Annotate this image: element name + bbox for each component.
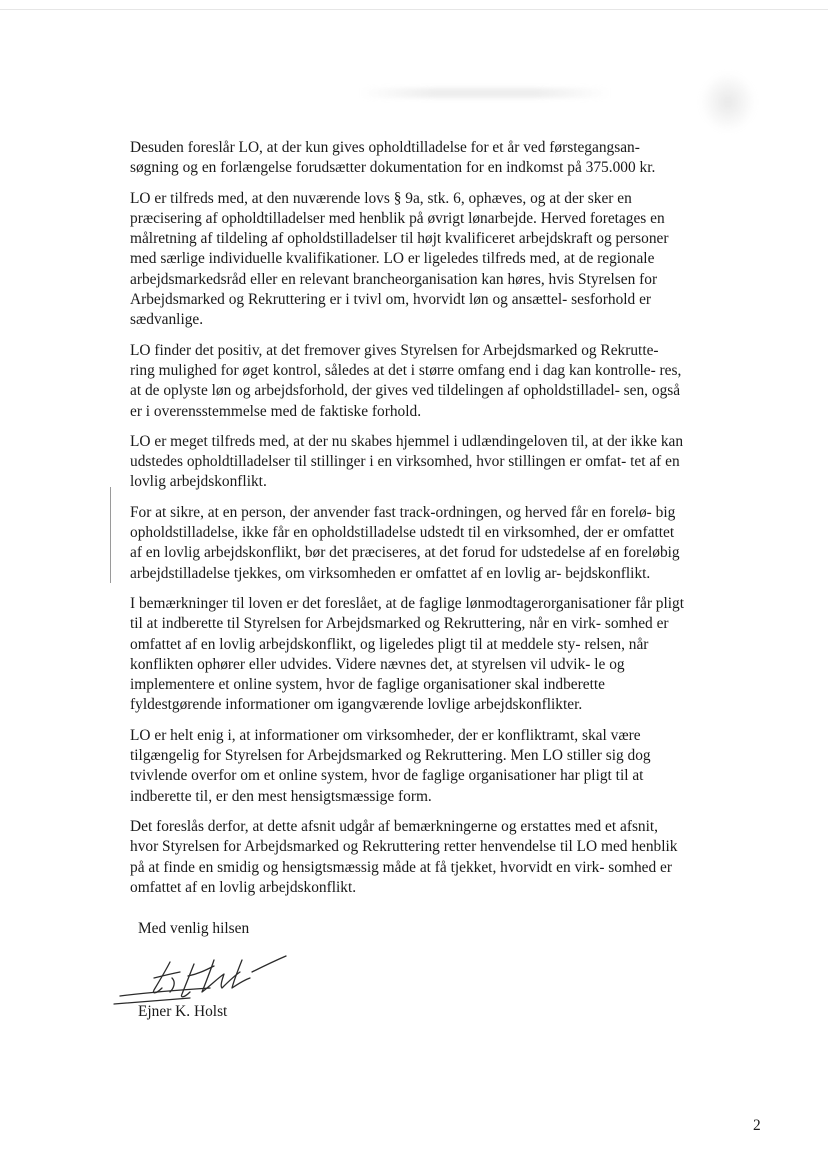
paragraph-3: LO finder det positiv, at det fremover gives Styrelsen for Arbejdsmarked og Rekrutte- ring mulighed for øget kontrol, således at det i større omfang end i dag kan kontrolle- res, at de oplyste løn og arbejdsforhold, der gives ved tildelingen af opholdstilladel- sen, også er i overensstemmelse med de faktiske forhold. <box>130 341 682 420</box>
handwritten-signature <box>110 948 320 1008</box>
page-number: 2 <box>753 1117 761 1134</box>
paragraph-4: LO er meget tilfreds med, at der nu skabes hjemmel i udlændingeloven til, at der ikke kan udstedes opholdtilladelser til stillinger i en virksomhed, hvor stillingen er omfat- tet af en lovlig arbejdskonflikt. <box>130 432 684 491</box>
paragraph-2: LO er tilfreds med, at den nuværende lovs § 9a, stk. 6, ophæves, og at der sker en præcisering af opholdtilladelser med henblik på øvrigt lønarbejde. Herved foretages en målretning af tildeling af opholdstilladelser til højt kvalificeret arbejdskraft og personer med særlige individuelle kvalifikationer. LO er ligeledes tilfreds med, at de regionale arbejdsmarkedsråd eller en relevant brancheorganisation kan høres, hvis Styrelsen for Arbejdsmarked og Rekruttering er i tvivl om, hvorvidt løn og ansættel- sesforhold er sædvanlige. <box>130 189 669 329</box>
paragraph-6: I bemærkninger til loven er det foreslået, at de faglige lønmodtagerorganisationer får pligt til at indberette til Styrelsen for Arbejdsmarked og Rekruttering, når en virk- somhed er omfattet af en lovlig arbejdskonflikt, og ligeledes pligt til at meddele sty- relsen, når konflikten ophører eller udvides. Videre nævnes det, at styrelsen vil udvik- le og implementere et online system, hvor de faglige organisationer skal indberette fyldestgørende informationer om igangværende lovlige arbejdskonflikter. <box>130 594 685 714</box>
signer-name: Ejner K. Holst <box>138 1003 228 1020</box>
closing-salutation: Med venlig hilsen <box>138 920 250 937</box>
letter-body <box>130 138 686 908</box>
paragraph-8: Det foreslås derfor, at dette afsnit udgår af bemærkningerne og erstattes med et afsnit, hvor Styrelsen for Arbejdsmarked og Rekruttering retter henvendelse til LO med henblik på at finde en smidig og hensigtsmæssig måde at få tjekket, hvorvidt en virk- somhed er omfattet af en lovlig arbejdskonflikt. <box>130 817 678 896</box>
paragraph-5: For at sikre, at en person, der anvender fast track-ordningen, og herved får en forelø- big opholdstilladelse, ikke får en opholdstilladelse udstedt til en virksomhed, der er omfattet af en lovlig arbejdskonflikt, bør det præciseres, at det forud for udstedelse af en foreløbig arbejdstilladelse tjekkes, om virksomheden er omfattet af en lovlig ar- bejdskonflikt. <box>130 503 680 582</box>
paragraph-7: LO er helt enig i, at informationer om virksomheder, der er konfliktramt, skal være tilgængelig for Styrelsen for Arbejdsmarked og Rekruttering. Men LO stiller sig dog tvivlende overfor om et online system, hvor de faglige organisationer har pligt til at indberette til, er den mest hensigtsmæssige form. <box>130 726 651 805</box>
scan-top-edge <box>0 0 828 10</box>
faded-logo-bleed <box>700 72 756 132</box>
margin-pen-mark <box>110 487 111 583</box>
paragraph-1: Desuden foreslår LO, at der kun gives opholdtilladelse for et år ved førstegangsan- søgning og en forlængelse forudsætter dokumentation for en indkomst på 375.000 kr. <box>130 139 656 177</box>
faded-letterhead-bleed <box>360 88 610 98</box>
